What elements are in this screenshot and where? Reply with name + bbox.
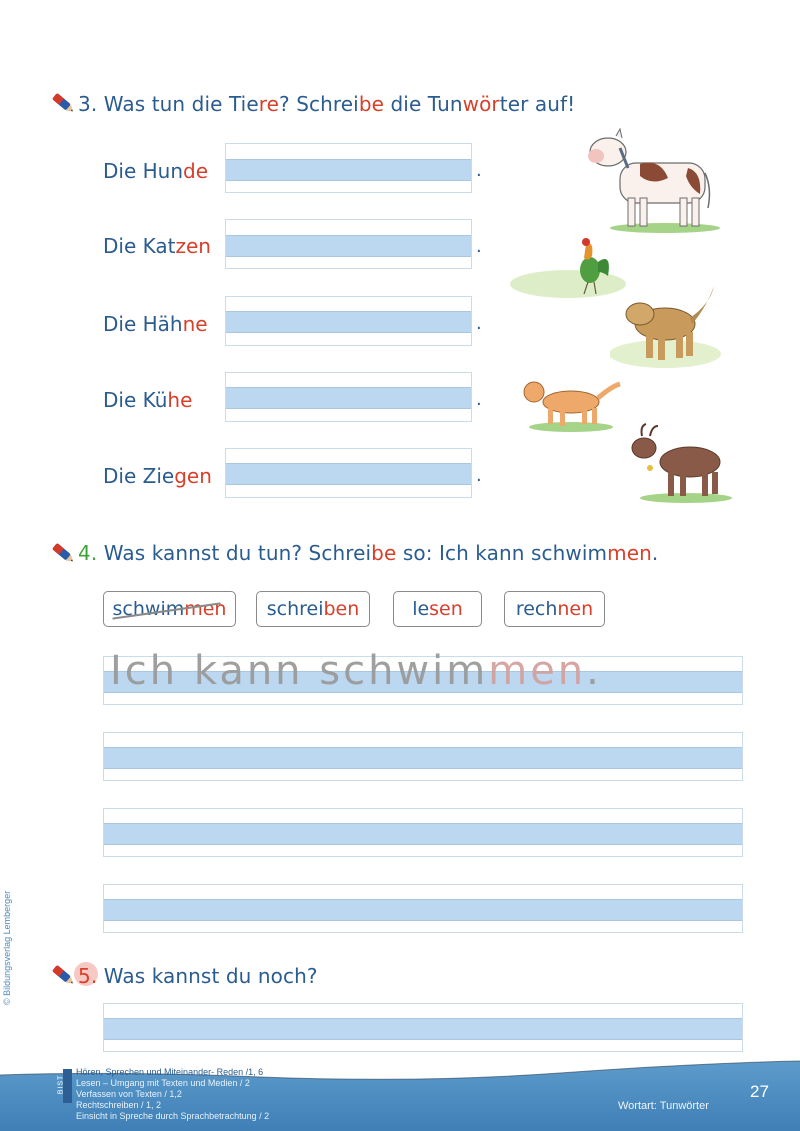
writing-line[interactable] [103, 732, 743, 781]
word-ending: men [184, 598, 227, 620]
goat-illustration [624, 422, 734, 504]
page-number: 27 [750, 1082, 769, 1101]
word-ending: ben [323, 598, 360, 620]
word-card-rechnen [504, 591, 605, 627]
label-ending: gen [174, 464, 212, 488]
period: . [476, 465, 482, 486]
standard-item: Lesen – Umgang mit Texten und Medien / 2 [76, 1078, 250, 1088]
example-sentence [110, 648, 602, 694]
word-stem: schwim [112, 598, 185, 620]
title-part-highlight: re [258, 92, 280, 116]
period: . [476, 160, 482, 181]
writing-line[interactable] [225, 296, 472, 346]
label-stem: Die Zie [103, 464, 175, 488]
word-stem: schrei [266, 598, 324, 620]
row-label-ziegen [103, 464, 212, 488]
dog-illustration [610, 284, 730, 374]
pencil-icon [50, 542, 76, 564]
writing-line[interactable] [225, 448, 472, 498]
cat-illustration [516, 372, 626, 434]
period: . [476, 313, 482, 334]
word-card-schwimmen [103, 591, 236, 627]
title-part: Was tun die Tie [103, 92, 259, 116]
label-stem: Die Kat [103, 234, 176, 258]
example-period: . [586, 648, 602, 694]
standard-item: Einsicht in Spreche durch Sprachbetrachtung / 2 [76, 1111, 270, 1121]
bist-badge-label: BIST [57, 1074, 65, 1095]
bist-badge [57, 1069, 72, 1103]
writing-line[interactable] [103, 1003, 743, 1052]
writing-line[interactable] [225, 143, 472, 193]
title-part: Was kannst du tun? Schrei [103, 541, 372, 565]
task-number: 4. [78, 541, 98, 565]
title-part-highlight: be [358, 92, 385, 116]
label-stem: Die Hun [103, 159, 184, 183]
topic-label: Wortart: Tunwörter [618, 1100, 709, 1112]
row-label-kuehe [103, 388, 192, 412]
example-ending: men [488, 648, 587, 694]
writing-line[interactable] [103, 808, 743, 857]
word-card-lesen [393, 591, 482, 627]
label-ending: he [167, 388, 193, 412]
cow-illustration [580, 128, 720, 238]
period: . [476, 389, 482, 410]
label-ending: de [183, 159, 209, 183]
title-part-highlight: wör [462, 92, 500, 116]
task4-title [78, 541, 658, 565]
title-part: ter auf! [499, 92, 576, 116]
standard-item: Rechtschreiben / 1, 2 [76, 1100, 162, 1110]
title-part: . [651, 541, 659, 565]
label-stem: Die Häh [103, 312, 183, 336]
writing-line[interactable] [225, 219, 472, 269]
period: . [476, 236, 482, 257]
writing-line[interactable] [225, 372, 472, 422]
title-part-highlight: men [607, 541, 652, 565]
task-number: 3. [78, 92, 98, 116]
label-stem: Die Kü [103, 388, 168, 412]
label-ending: zen [175, 234, 211, 258]
task-number: 5. [78, 964, 98, 988]
row-label-hunde [103, 159, 208, 183]
task3-title [78, 92, 575, 116]
pencil-icon [50, 92, 76, 114]
copyright-text: © Bildungsverlag Lemberger [2, 890, 12, 1005]
word-stem: le [412, 598, 430, 620]
title-part: die Tun [384, 92, 463, 116]
standard-item: Hören, Sprechen und Miteinander- Reden /1, 6 [76, 1067, 264, 1077]
standard-item: Verfassen von Texten / 1,2 [76, 1089, 182, 1099]
row-label-katzen [103, 234, 211, 258]
title-part: ? Schrei [279, 92, 359, 116]
row-label-haehne [103, 312, 208, 336]
example-stem: Ich kann schwim [110, 648, 489, 694]
title-part: so: Ich kann schwim [396, 541, 608, 565]
word-ending: nen [557, 598, 594, 620]
standards-list [76, 1067, 269, 1122]
label-ending: ne [182, 312, 208, 336]
task5-title [78, 964, 318, 988]
title-part-highlight: be [371, 541, 397, 565]
task-title-text: Was kannst du noch? [103, 964, 318, 988]
word-stem: rech [515, 598, 558, 620]
word-card-schreiben [256, 591, 370, 627]
writing-line[interactable] [103, 884, 743, 933]
pencil-icon [50, 964, 76, 986]
word-ending: sen [429, 598, 463, 620]
